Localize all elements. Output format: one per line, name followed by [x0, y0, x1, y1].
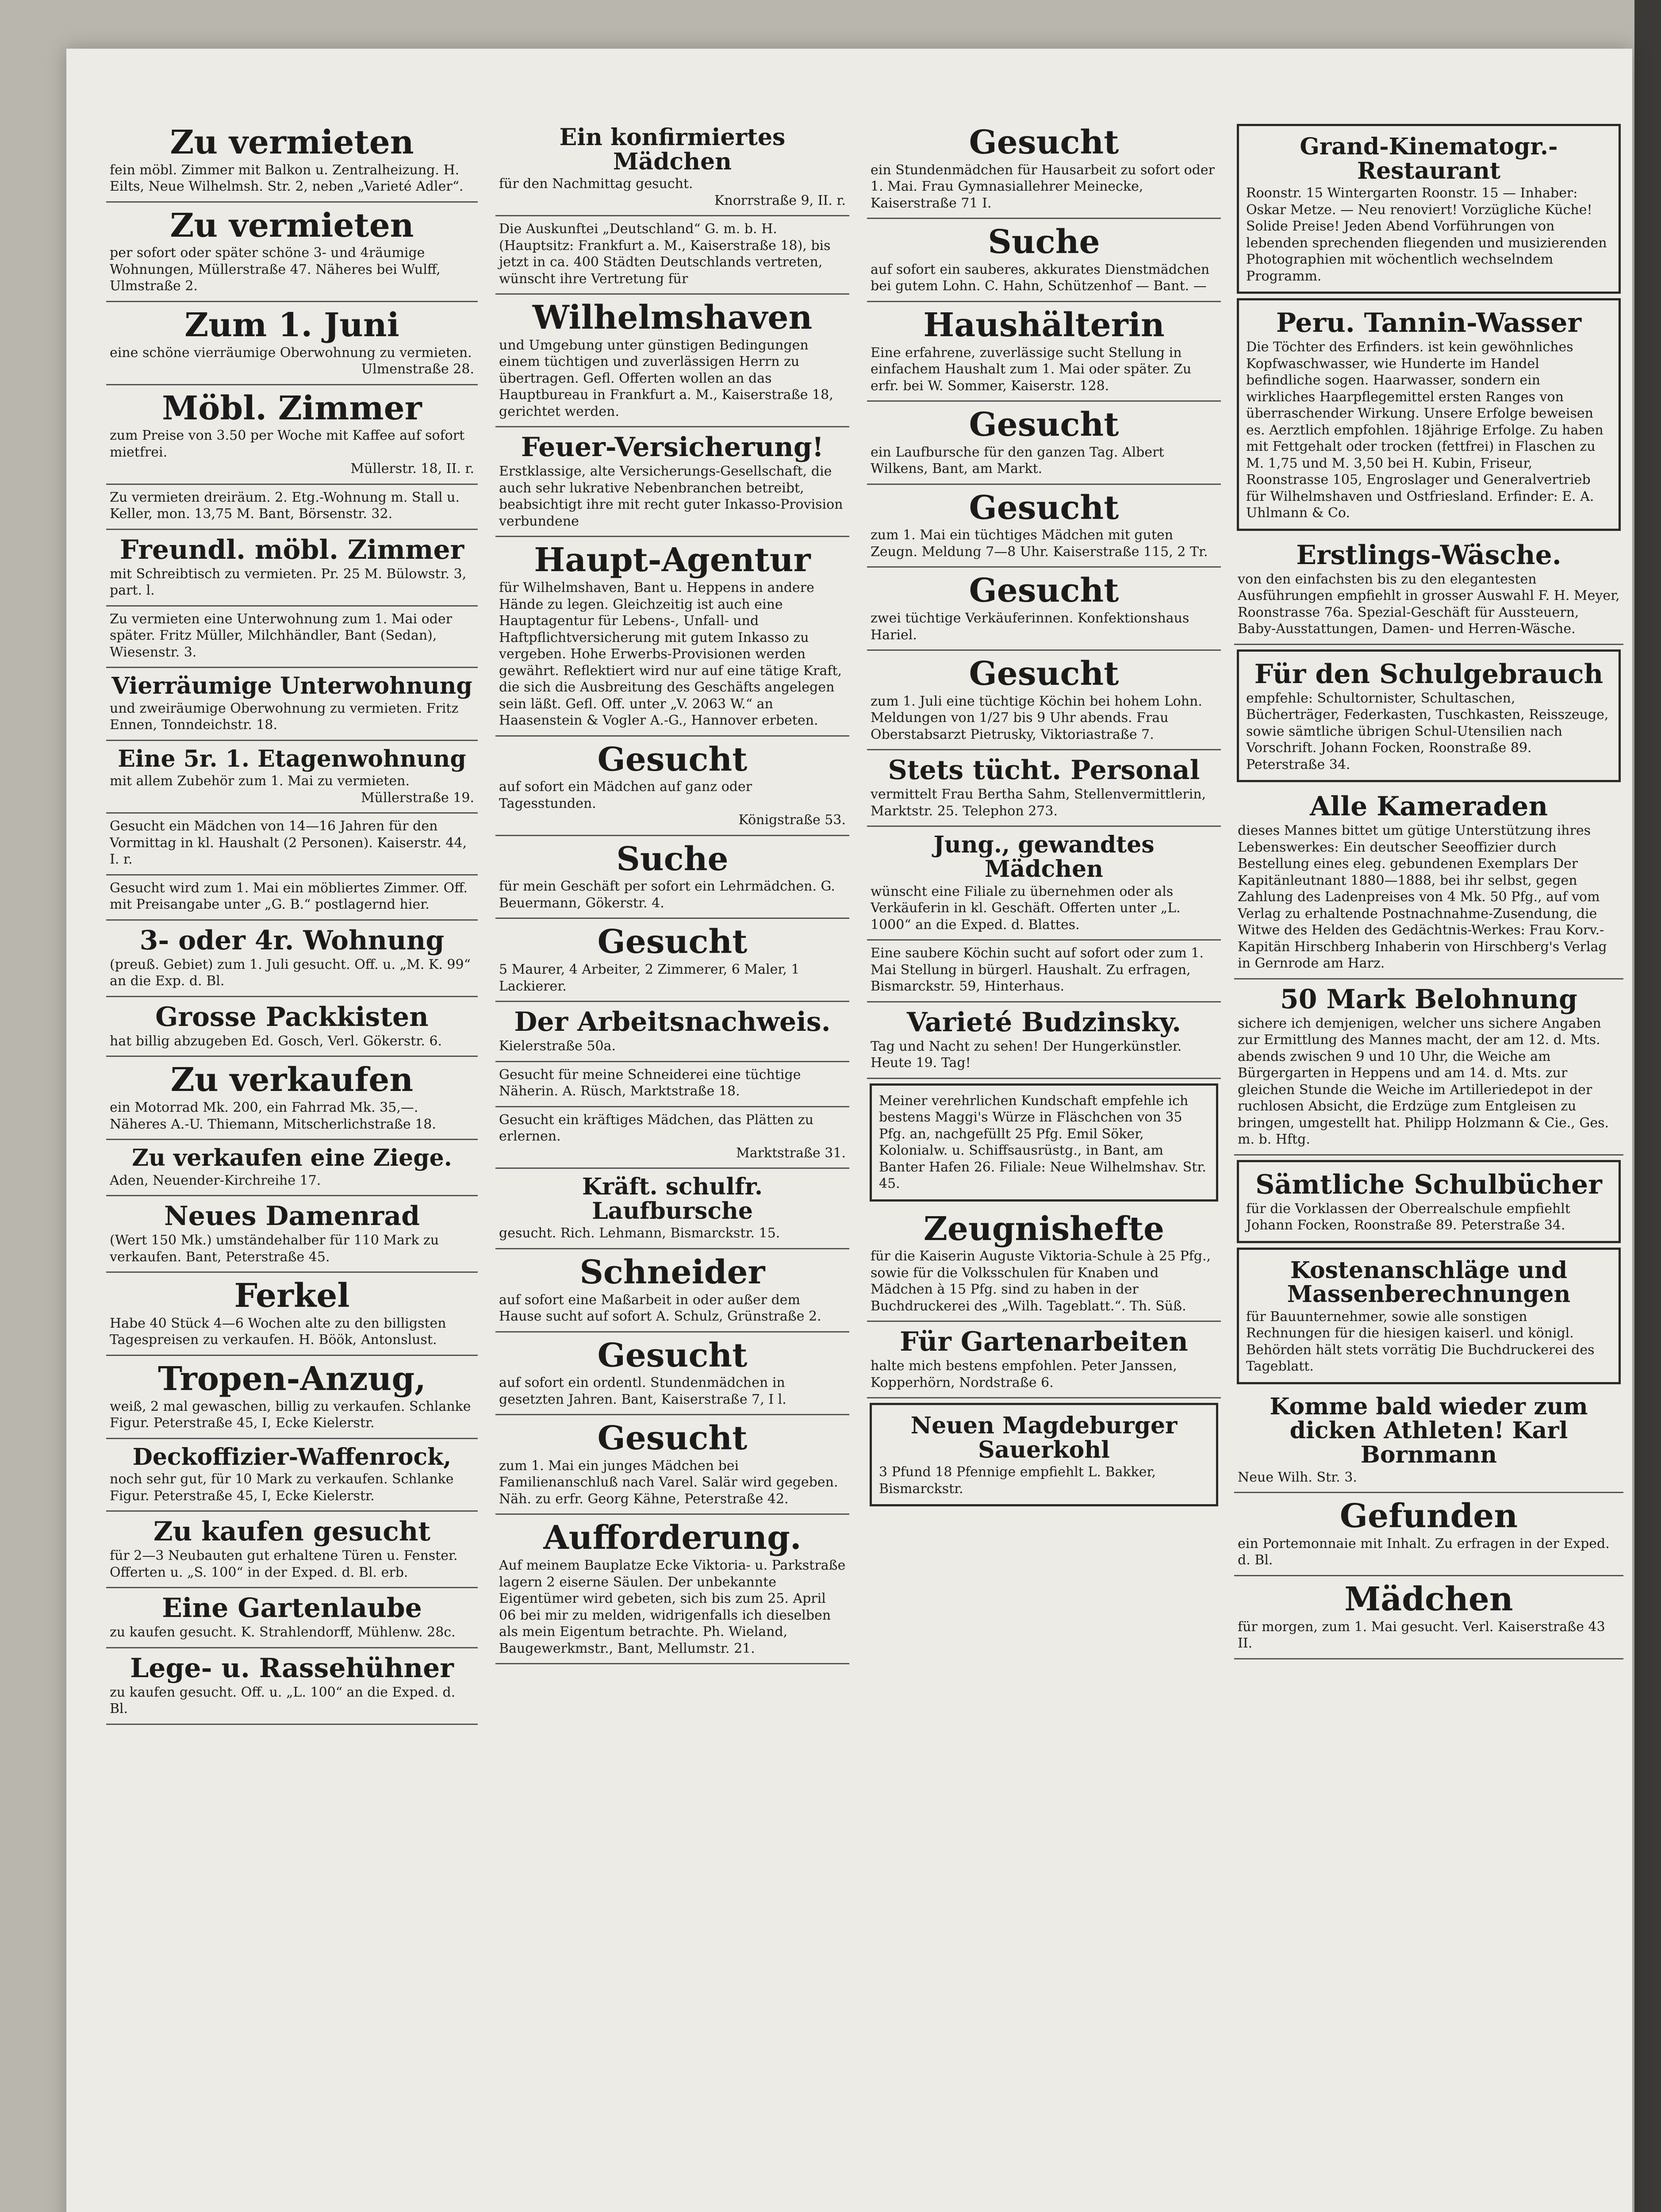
ad-body-text: Neue Wilh. Str. 3. [1238, 1469, 1357, 1485]
classified-ad [867, 1206, 1221, 1322]
ad-body-text: halte mich bestens empfohlen. Peter Janssen, Kopperhörn, Nordstraße 6. [871, 1358, 1177, 1390]
classified-ad [1237, 1248, 1621, 1384]
classified-ad [106, 921, 478, 997]
ad-body-text: Kielerstraße 50a. [499, 1038, 616, 1054]
ad-headline: Eine 5r. 1. Etagenwohnung [118, 745, 466, 772]
ad-address: Marktstraße 31. [736, 1145, 846, 1161]
classified-ad [106, 1140, 478, 1196]
ad-headline: Eine Gartenlaube [162, 1593, 422, 1624]
ad-body-text: gesucht. Rich. Lehmann, Bismarckstr. 15. [499, 1225, 780, 1241]
ad-headline: 3- oder 4r. Wohnung [139, 925, 445, 956]
classified-ad [495, 737, 849, 836]
ad-headline: Jung., gewandtes Mädchen [933, 831, 1155, 883]
classified-ad [495, 1169, 849, 1249]
ad-body-text: Tag und Nacht zu sehen! Der Hungerkünstler. Heute 19. Tag! [871, 1038, 1182, 1071]
ad-headline: Sämtliche Schulbücher [1255, 1169, 1602, 1200]
ad-headline: Für den Schulgebrauch [1254, 658, 1603, 690]
ad-body-text: Eine saubere Köchin sucht auf sofort oder zum 1. Mai Stellung in bürgerl. Haushalt. Zu erfragen, Bismarckstr. 59, Hinterhaus. [871, 945, 1204, 994]
column-3 [867, 119, 1221, 1511]
classified-ad [106, 385, 478, 485]
classified-ad [495, 1002, 849, 1062]
classified-ad [106, 1512, 478, 1588]
ad-headline: Gesucht [597, 1336, 748, 1375]
ad-body-text: mit allem Zubehör zum 1. Mai zu vermieten. [110, 773, 410, 789]
ad-headline: Gesucht [969, 655, 1119, 693]
ad-body-text: auf sofort ein Mädchen auf ganz oder Tagesstunden. [499, 779, 752, 811]
ad-body-text: auf sofort ein ordentl. Stundenmädchen in gesetzten Jahren. Bant, Kaiserstraße 7, I l. [499, 1375, 786, 1407]
ad-headline: Möbl. Zimmer [162, 389, 422, 427]
ad-body-text: Aden, Neuender-Kirchreihe 17. [110, 1172, 321, 1188]
ad-headline: Zum 1. Juni [184, 306, 399, 344]
classified-ad [870, 1083, 1218, 1202]
ad-headline: Zeugnishefte [923, 1210, 1165, 1248]
ad-address: Müllerstr. 18, II. r. [350, 461, 474, 477]
classified-ad [495, 1415, 849, 1515]
ad-body-text: 3 Pfund 18 Pfennige empfiehlt L. Bakker, Bismarckstr. [879, 1464, 1156, 1497]
ad-body-text: auf sofort ein sauberes, akkurates Dienstmädchen bei gutem Lohn. C. Hahn, Schützenhof — Bant. — [871, 261, 1210, 294]
ad-headline: Wilhelmshaven [532, 299, 813, 337]
classified-ad [495, 1107, 849, 1169]
ad-headline: Gesucht [969, 572, 1119, 610]
classified-ad [867, 119, 1221, 219]
ad-body-text: weiß, 2 mal gewaschen, billig zu verkaufen. Schlanke Figur. Peterstraße 45, I, Ecke Kielerstr. [110, 1398, 471, 1431]
ad-body-text: zum Preise von 3.50 per Woche mit Kaffee auf sofort mietfrei. [110, 428, 465, 460]
classified-ad [106, 119, 478, 203]
ad-headline: Ein konfirmiertes Mädchen [559, 124, 786, 175]
ad-headline: Gefunden [1339, 1497, 1518, 1536]
ad-address: Königstraße 53. [738, 812, 846, 828]
ad-headline: Zu vermieten [170, 206, 414, 245]
ad-headline: Gesucht [597, 1419, 748, 1458]
ad-body-text: Gesucht wird zum 1. Mai ein möbliertes Zimmer. Off. mit Preisangabe unter „G. B.“ postlagernd hier. [110, 880, 468, 913]
classified-ad [495, 295, 849, 427]
classified-ad [1234, 979, 1623, 1156]
ad-body-text: mit Schreibtisch zu vermieten. Pr. 25 M. Bülowstr. 3, part. l. [110, 566, 467, 599]
classified-ad [106, 668, 478, 741]
ad-body-text: und Umgebung unter günstigen Bedingungen einem tüchtigen und zuverlässigen Herrn zu übertragen. Gefl. Offerten wollen an das Hauptbureau in Frankfurt a. M., Kaiserstraße 18, gerichtet werden. [499, 337, 833, 419]
classified-ad [1234, 1576, 1623, 1659]
ad-body-text: Die Töchter des Erfinders. ist kein gewöhnliches Kopfwaschwasser, wie Hunderte im Handel befindliche sogen. Haarwasser, sondern ein wirkliches Haarpflegemittel ersten Ranges von überraschender Wirkung. Unsere Erfolge beweisen es. Aerztlich empfohlen. 18jährige Erfolge. Zu haben mit Fettgehalt oder trocken (fettfrei) in Flaschen zu M. 1,75 und M. 3,50 bei H. Kubin, Friseur, Roonstrasse 105, Engroslager und Generalvertrieb für Wilhelmshaven und Ostfriesland. Erfinder: E. A. Uhlmann & Co. [1246, 339, 1603, 521]
ad-headline: Feuer-Versicherung! [521, 432, 824, 463]
classified-ad [106, 1588, 478, 1648]
column-2 [495, 119, 849, 1664]
classified-ad [106, 1273, 478, 1356]
classified-ad [1234, 787, 1623, 979]
ad-body-text: fein möbl. Zimmer mit Balkon u. Zentralheizung. H. Eilts, Neue Wilhelmsh. Str. 2, neben „Varieté Adler“. [110, 162, 464, 195]
ad-headline: Suche [616, 840, 729, 878]
ad-headline: Aufforderung. [543, 1519, 802, 1557]
classified-ad [867, 485, 1221, 568]
ad-headline: Gesucht [969, 488, 1119, 527]
classified-ad [867, 402, 1221, 485]
ad-body-text: für morgen, zum 1. Mai gesucht. Verl. Kaiserstraße 43 II. [1238, 1619, 1605, 1651]
ad-headline: Gesucht [597, 923, 748, 961]
ad-body-text: Gesucht für meine Schneiderei eine tüchtige Näherin. A. Rüsch, Marktstraße 18. [499, 1067, 801, 1099]
classified-ad [1237, 298, 1621, 531]
ad-headline: Gesucht [969, 406, 1119, 444]
ad-address: Ulmenstraße 28. [361, 361, 474, 377]
ad-body-text: empfehle: Schultornister, Schultaschen, Bücherträger, Federkasten, Tuschkasten, Reisszeuge, sowie sämtliche übrigen Schul-Utensilien nach Vorschrift. Johann Focken, Roonstraße 89. Peterstraße 34. [1246, 690, 1609, 772]
ad-body-text: Roonstr. 15 Wintergarten Roonstr. 15 — Inhaber: Oskar Metze. — Neu renoviert! Vorzügliche Küche! Solide Preise! Jeden Abend Vorführungen von lebenden sprechenden fliegenden und musizierenden Photographien mit wöchentlich wechselndem Programm. [1246, 185, 1607, 284]
classified-ad [106, 741, 478, 814]
classified-ad [495, 1062, 849, 1107]
ad-body-text: zum 1. Mai ein tüchtiges Mädchen mit guten Zeugn. Meldung 7—8 Uhr. Kaiserstraße 115, 2 Tr. [871, 527, 1208, 560]
ad-body-text: Erstklassige, alte Versicherungs-Gesellschaft, die auch sehr lukrative Nebenbranchen betreibt, beabsichtigt ihre mit recht guter Inkasso-Provision verbundene [499, 464, 843, 529]
ad-address: Müllerstraße 19. [361, 790, 474, 806]
ad-headline: Ferkel [234, 1277, 350, 1315]
classified-ad [106, 485, 478, 530]
page-gutter-shadow [1634, 0, 1661, 2212]
ad-body-text: (preuß. Gebiet) zum 1. Juli gesucht. Off. u. „M. K. 99“ an die Exp. d. Bl. [110, 956, 471, 989]
ad-headline: Stets tücht. Personal [888, 755, 1200, 786]
ad-body-text: per sofort oder später schöne 3- und 4räumige Wohnungen, Müllerstraße 47. Näheres bei Wulff, Ulmstraße 2. [110, 245, 441, 294]
classified-ad [495, 919, 849, 1002]
ad-headline: Grosse Packkisten [155, 1001, 429, 1033]
ad-headline: Varieté Budzinsky. [906, 1006, 1181, 1038]
ad-headline: Zu verkaufen eine Ziege. [132, 1144, 452, 1172]
ad-body-text: zum 1. Mai ein junges Mädchen bei Familienanschluß nach Varel. Salär wird gegeben. Näh. zu erfr. Georg Kähne, Peterstraße 42. [499, 1458, 838, 1507]
classified-ad [495, 427, 849, 537]
ad-body-text: (Wert 150 Mk.) umständehalber für 110 Mark zu verkaufen. Bant, Peterstraße 45. [110, 1233, 439, 1265]
classified-ad [870, 1403, 1218, 1506]
classified-ad [106, 203, 478, 302]
ad-body-text: noch sehr gut, für 10 Mark zu verkaufen. Schlanke Figur. Peterstraße 45, I, Ecke Kielerstr. [110, 1471, 454, 1504]
ad-body-text: Zu vermieten eine Unterwohnung zum 1. Mai oder später. Fritz Müller, Milchhändler, Bant (Sedan), Wiesenstr. 3. [110, 611, 453, 660]
ad-body-text: zwei tüchtige Verkäuferinnen. Konfektionshaus Hariel. [871, 611, 1189, 643]
ad-body-text: sichere ich demjenigen, welcher uns sichere Angaben zur Ermittlung des Mannes macht, der am 12. d. Mts. abends zwischen 9 und 10 Uhr, die Weiche am Bürgergarten in Heppens und am 14. d. Mts. zur gleichen Stunde die Weiche im Artilleriedepot in der ruchlosen Absicht, die Erdzüge zum Entgleisen zu bringen, umgestellt hat. Philipp Holzmann & Cie., Ges. m. b. Hftg. [1238, 1015, 1609, 1148]
classified-ad [1237, 1160, 1621, 1243]
ad-body-text: ein Stundenmädchen für Hausarbeit zu sofort oder 1. Mai. Frau Gymnasiallehrer Meinecke, Kaiserstraße 71 I. [871, 162, 1215, 211]
ad-headline: Neues Damenrad [164, 1201, 420, 1232]
classified-ad [106, 876, 478, 921]
ad-headline: Zu vermieten [170, 123, 414, 161]
classified-ad [1237, 124, 1621, 294]
classified-ad [495, 119, 849, 216]
ad-body-text: dieses Mannes bittet um gütige Unterstützung ihres Lebenswerkes: Ein deutscher Seeoffizier durch Bestellung eines eleg. gebundenen Exemplars Der Kapitänleutnant 1880—1888, bei ihr selbst, gegen Zahlung des Ladenpreises von 4 Mk. 50 Pfg., auf vom Verlag zu erhaltende Postnachnahme-Zusendung, die Witwe des Helden des Gedächtnis-Werkes: Frau Korv.-Kapitän Hirschberg Inhaberin von Hirschberg's Verlag in Gernrode am Harz. [1238, 823, 1607, 972]
ad-headline: Grand-Kinematogr.-Restaurant [1300, 133, 1558, 184]
ad-body-text: zum 1. Juli eine tüchtige Köchin bei hohem Lohn. Meldungen von 1/27 bis 9 Uhr abends. Frau Oberstabsarzt Pietrusky, Viktoriastraße 7. [871, 693, 1202, 742]
classified-ad [106, 530, 478, 607]
classified-ad [495, 1515, 849, 1664]
ad-body-text: 5 Maurer, 4 Arbeiter, 2 Zimmerer, 6 Maler, 1 Lackierer. [499, 962, 800, 994]
ad-headline: Der Arbeitsnachweis. [514, 1006, 831, 1038]
classified-ad [867, 568, 1221, 651]
column-1 [106, 119, 478, 1725]
classified-ad [867, 750, 1221, 827]
ad-headline: Lege- u. Rassehühner [130, 1652, 454, 1684]
ad-headline: Suche [988, 223, 1100, 261]
ad-body-text: Gesucht ein kräftiges Mädchen, das Plätten zu erlernen. [499, 1112, 814, 1144]
classified-ad [1234, 1389, 1623, 1493]
classified-ad [1234, 1493, 1623, 1576]
classified-ad [1234, 535, 1623, 645]
classified-ad [106, 1439, 478, 1512]
ad-headline: Gesucht [597, 740, 748, 779]
ad-body-text: Die Auskunftei „Deutschland“ G. m. b. H. (Hauptsitz: Frankfurt a. M., Kaiserstraße 18), bis jetzt in ca. 400 Städten Deutschlands vertreten, wünscht ihre Vertretung für [499, 221, 831, 287]
ad-headline: Erstlings-Wäsche. [1296, 539, 1561, 571]
ad-body-text: eine schöne vierräumige Oberwohnung zu vermieten. [110, 345, 472, 361]
ad-body-text: auf sofort eine Maßarbeit in oder außer dem Hause sucht auf sofort A. Schulz, Grünstraße 2. [499, 1292, 821, 1324]
classified-ad [867, 941, 1221, 1002]
ad-body-text: für den Nachmittag gesucht. [499, 176, 693, 192]
ad-headline: Freundl. möbl. Zimmer [119, 534, 464, 565]
classified-ad [867, 302, 1221, 402]
classified-ad [867, 1322, 1221, 1398]
classified-ad [495, 836, 849, 919]
column-4 [1234, 119, 1623, 1659]
classified-ad [867, 827, 1221, 941]
classified-ad [867, 219, 1221, 302]
classified-ad [106, 814, 478, 876]
classified-ad [106, 302, 478, 385]
ad-headline: Kräft. schulfr. Laufbursche [582, 1173, 763, 1225]
ad-headline: Vierräumige Unterwohnung [111, 672, 472, 700]
classified-ad [495, 537, 849, 736]
ad-headline: Schneider [579, 1253, 765, 1291]
ad-body-text: für Wilhelmshaven, Bant u. Heppens in andere Hände zu legen. Gleichzeitig ist auch eine Hauptagentur für Lebens-, Unfall- und Haftpflichtversicherung mit gutem Inkasso zu vergeben. Hohe Erwerbs-Provisionen werden gewährt. Reflektiert wird nur auf eine tätige Kraft, die sich die Ausbreitung des Geschäfts angelegen sein läßt. Gefl. Off. unter „V. 2063 W.“ an Haasenstein & Vogler A.-G., Hannover erbeten. [499, 580, 842, 729]
ad-body-text: für die Kaiserin Auguste Viktoria-Schule à 25 Pfg., sowie für die Volksschulen für Knaben und Mädchen à 15 Pfg. sind zu haben in der Buchdruckerei des „Wilh. Tageblatt.“. Th. Süß. [871, 1248, 1211, 1314]
ad-headline: Komme bald wieder zum dicken Athleten! Karl Bornmann [1270, 1393, 1588, 1469]
classified-ad [495, 1333, 849, 1416]
ad-headline: Zu verkaufen [170, 1061, 414, 1099]
ad-body-text: Habe 40 Stück 4—6 Wochen alte zu den billigsten Tagespreisen zu verkaufen. H. Böök, Antonslust. [110, 1315, 446, 1348]
ad-body-text: zu kaufen gesucht. K. Strahlendorff, Mühlenw. 28c. [110, 1624, 456, 1640]
ad-body-text: vermittelt Frau Bertha Sahm, Stellenvermittlerin, Marktstr. 25. Telephon 273. [871, 787, 1206, 819]
ad-body-text: wünscht eine Filiale zu übernehmen oder als Verkäuferin in kl. Geschäft. Offerten unter „L. 1000“ an die Exped. d. Blattes. [871, 883, 1181, 933]
ad-headline: Peru. Tannin-Wasser [1276, 307, 1582, 339]
ad-body-text: von den einfachsten bis zu den elegantesten Ausführungen empfiehlt in grosser Auswahl F. H. Meyer, Roonstrasse 76a. Spezial-Geschäft für Aussteuern, Baby-Ausstattungen, Damen- und Herren-Wäsche. [1238, 571, 1620, 637]
ad-body-text: ein Laufbursche für den ganzen Tag. Albert Wilkens, Bant, am Markt. [871, 444, 1164, 477]
ad-address: Knorrstraße 9, II. r. [714, 192, 846, 208]
ad-headline: Deckoffizier-Waffenrock, [132, 1443, 452, 1471]
classified-ad [106, 997, 478, 1057]
ad-body-text: Zu vermieten dreiräum. 2. Etg.-Wohnung m. Stall u. Keller, mon. 13,75 M. Bant, Börsenstr. 32. [110, 489, 460, 522]
classified-ad [106, 1057, 478, 1140]
classified-ad [106, 1648, 478, 1725]
ad-body-text: für mein Geschäft per sofort ein Lehrmädchen. G. Beuermann, Gökerstr. 4. [499, 879, 835, 911]
ad-body-text: für Bauunternehmer, sowie alle sonstigen Rechnungen für die hiesigen kaiserl. und königl. Behörden hält stets vorrätig Die Buchdruckerei des Tageblatt. [1246, 1309, 1595, 1375]
ad-headline: Neuen Magdeburger Sauerkohl [910, 1412, 1178, 1463]
classified-ad [495, 216, 849, 295]
ad-body-text: Eine erfahrene, zuverlässige sucht Stellung in einfachem Haushalt zum 1. Mai oder später. Zu erfr. bei W. Sommer, Kaiserstr. 128. [871, 345, 1192, 394]
ad-body-text: Auf meinem Bauplatze Ecke Viktoria- u. Parkstraße lagern 2 eiserne Säulen. Der unbekannte Eigentümer wird gebeten, sich bis zum 25. April 06 bei mir zu melden, widrigenfalls ich dieselben als mein Eigentum betrachte. Ph. Wieland, Baugewerkmstr., Bant, Mellumstr. 21. [499, 1558, 846, 1656]
ad-headline: Tropen-Anzug, [158, 1359, 426, 1398]
ad-headline: Haushälterin [923, 306, 1165, 344]
ad-body-text: Meiner verehrlichen Kundschaft empfehle ich bestens Maggi's Würze in Fläschchen von 35 Pfg. an, nachgefüllt 25 Pfg. Emil Söker, Kolonialw. u. Schiffsausrüstg., in Bant, am Banter Hafen 26. Filiale: Neue Wilhelmshav. Str. 45. [879, 1093, 1206, 1191]
ad-body-text: und zweiräumige Oberwohnung zu vermieten. Fritz Ennen, Tonndeichstr. 18. [110, 700, 459, 733]
classified-ad [495, 1249, 849, 1333]
ad-headline: Alle Kameraden [1309, 791, 1548, 822]
ad-body-text: ein Motorrad Mk. 200, ein Fahrrad Mk. 35,—. Näheres A.-U. Thiemann, Mitscherlichstraße 18. [110, 1100, 436, 1132]
ad-headline: 50 Mark Belohnung [1280, 983, 1577, 1015]
ad-headline: Mädchen [1344, 1580, 1513, 1618]
ad-headline: Gesucht [969, 123, 1119, 161]
classified-ad [106, 1196, 478, 1273]
ad-body-text: für 2—3 Neubauten gut erhaltene Türen u. Fenster. Offerten u. „S. 100“ in der Exped. d. Bl. erb. [110, 1548, 458, 1580]
ad-body-text: hat billig abzugeben Ed. Gosch, Verl. Gökerstr. 6. [110, 1033, 442, 1049]
ad-headline: Zu kaufen gesucht [153, 1516, 431, 1548]
classified-ad [867, 1002, 1221, 1079]
classified-ad [1237, 649, 1621, 783]
ad-headline: Haupt-Agentur [534, 541, 811, 580]
classified-ad [106, 1356, 478, 1439]
ad-body-text: ein Portemonnaie mit Inhalt. Zu erfragen in der Exped. d. Bl. [1238, 1536, 1610, 1568]
ad-body-text: für die Vorklassen der Oberrealschule empfiehlt Johann Focken, Roonstraße 89. Peterstraße 34. [1246, 1201, 1570, 1233]
classified-ad [106, 607, 478, 668]
ad-body-text: Gesucht ein Mädchen von 14—16 Jahren für den Vormittag in kl. Haushalt (2 Personen). Kaiserstr. 44, I. r. [110, 818, 467, 868]
ad-body-text: zu kaufen gesucht. Off. u. „L. 100“ an die Exped. d. Bl. [110, 1684, 456, 1717]
ad-headline: Für Gartenarbeiten [900, 1326, 1188, 1358]
ad-headline: Kostenanschläge und Massenberechnungen [1287, 1256, 1571, 1308]
classified-ad [867, 651, 1221, 750]
